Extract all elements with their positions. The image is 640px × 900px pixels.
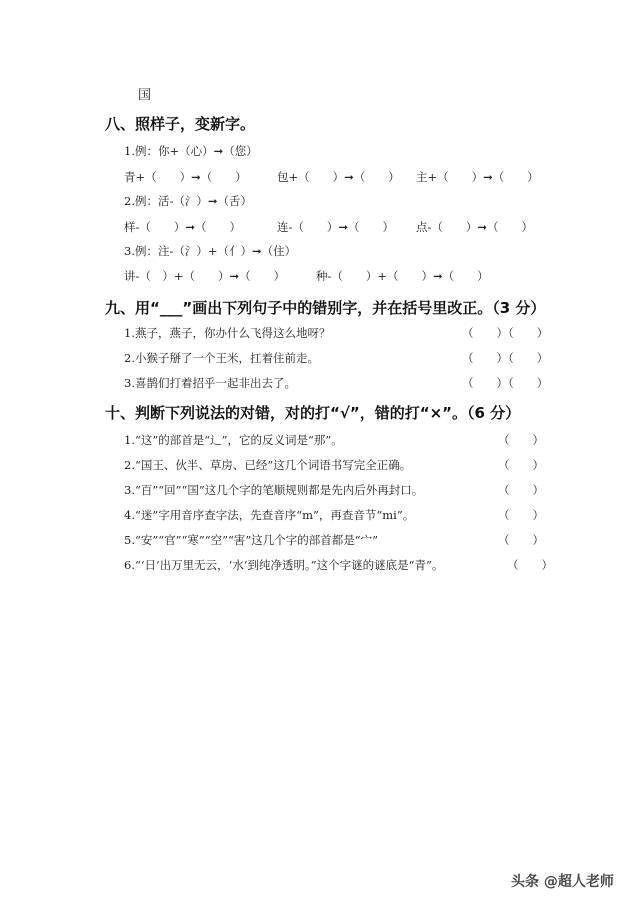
section-8-title: 八、照样子，变新字。 [105,115,256,133]
s10-answer-4: （ ） [498,508,544,522]
s10-answer-2: （ ） [498,458,544,472]
watermark: 头条 @超人老师 [511,874,614,890]
s8-row1-a: 青+（ ）➞（ ） [124,170,247,184]
s10-answer-3: （ ） [498,483,544,497]
s8-row2-c: 点-（ ）➞（ ） [416,220,534,234]
s9-item-3: 3.喜鹊们打着招乎一起非出去了。 [124,376,296,390]
s8-row2-b: 连-（ ）➞（ ） [277,220,395,234]
s10-item-3: 3.“百”“回”“国”这几个字的笔顺规则都是先内后外再封口。 [124,483,424,497]
s8-row1-c: 主+（ ）➞（ ） [416,170,539,184]
s8-example-2: 2.例：活-（氵）➞（舌） [124,194,252,208]
s9-item-2: 2.小猴子掰了一个王米，扛着住前走。 [124,351,319,365]
s8-row2-a: 样-（ ）➞（ ） [124,220,242,234]
s8-example-3: 3.例：注-（氵）+（亻）➞（住） [124,244,297,258]
s10-answer-1: （ ） [498,433,544,447]
s10-item-5: 5.“安”“官”“寒”“空”“害”这几个字的部首都是“宀” [124,533,379,547]
s10-item-4: 4.“迷”字用音序查字法，先查音序“m”，再查音节“mi”。 [124,508,415,522]
section-9-title: 九、用“___”画出下列句子中的错别字，并在括号里改正。（3 分） [105,299,546,317]
top-char: 国 [138,88,152,103]
section-10-title: 十、判断下列说法的对错，对的打“√”，错的打“×”。（6 分） [105,404,521,422]
s9-answer-3: （ ）（ ） [462,376,549,390]
s10-item-1: 1.“这”的部首是“辶”，它的反义词是“那”。 [124,433,343,447]
s8-row1-b: 包+（ ）➞（ ） [277,170,400,184]
s9-answer-2: （ ）（ ） [462,351,549,365]
s10-item-6: 6.“‘日’出万里无云，‘水’到纯净透明。”这个字谜的谜底是“青”。 [124,558,444,572]
s10-answer-6: （ ） [507,558,553,572]
s8-row3-b: 种-（ ）+（ ）➞（ ） [316,269,489,283]
s9-answer-1: （ ）（ ） [462,326,549,340]
s8-example-1: 1.例：你+（心）➞（您） [124,144,258,158]
s10-item-2: 2.“国王、伙半、草房、已经”这几个词语书写完全正确。 [124,458,412,472]
s10-answer-5: （ ） [498,533,544,547]
s9-item-1: 1.燕子，燕子，你办什么飞得这么地呀？ [124,326,331,340]
s8-row3-a: 讲-（ ）+（ ）➞（ ） [124,269,286,283]
